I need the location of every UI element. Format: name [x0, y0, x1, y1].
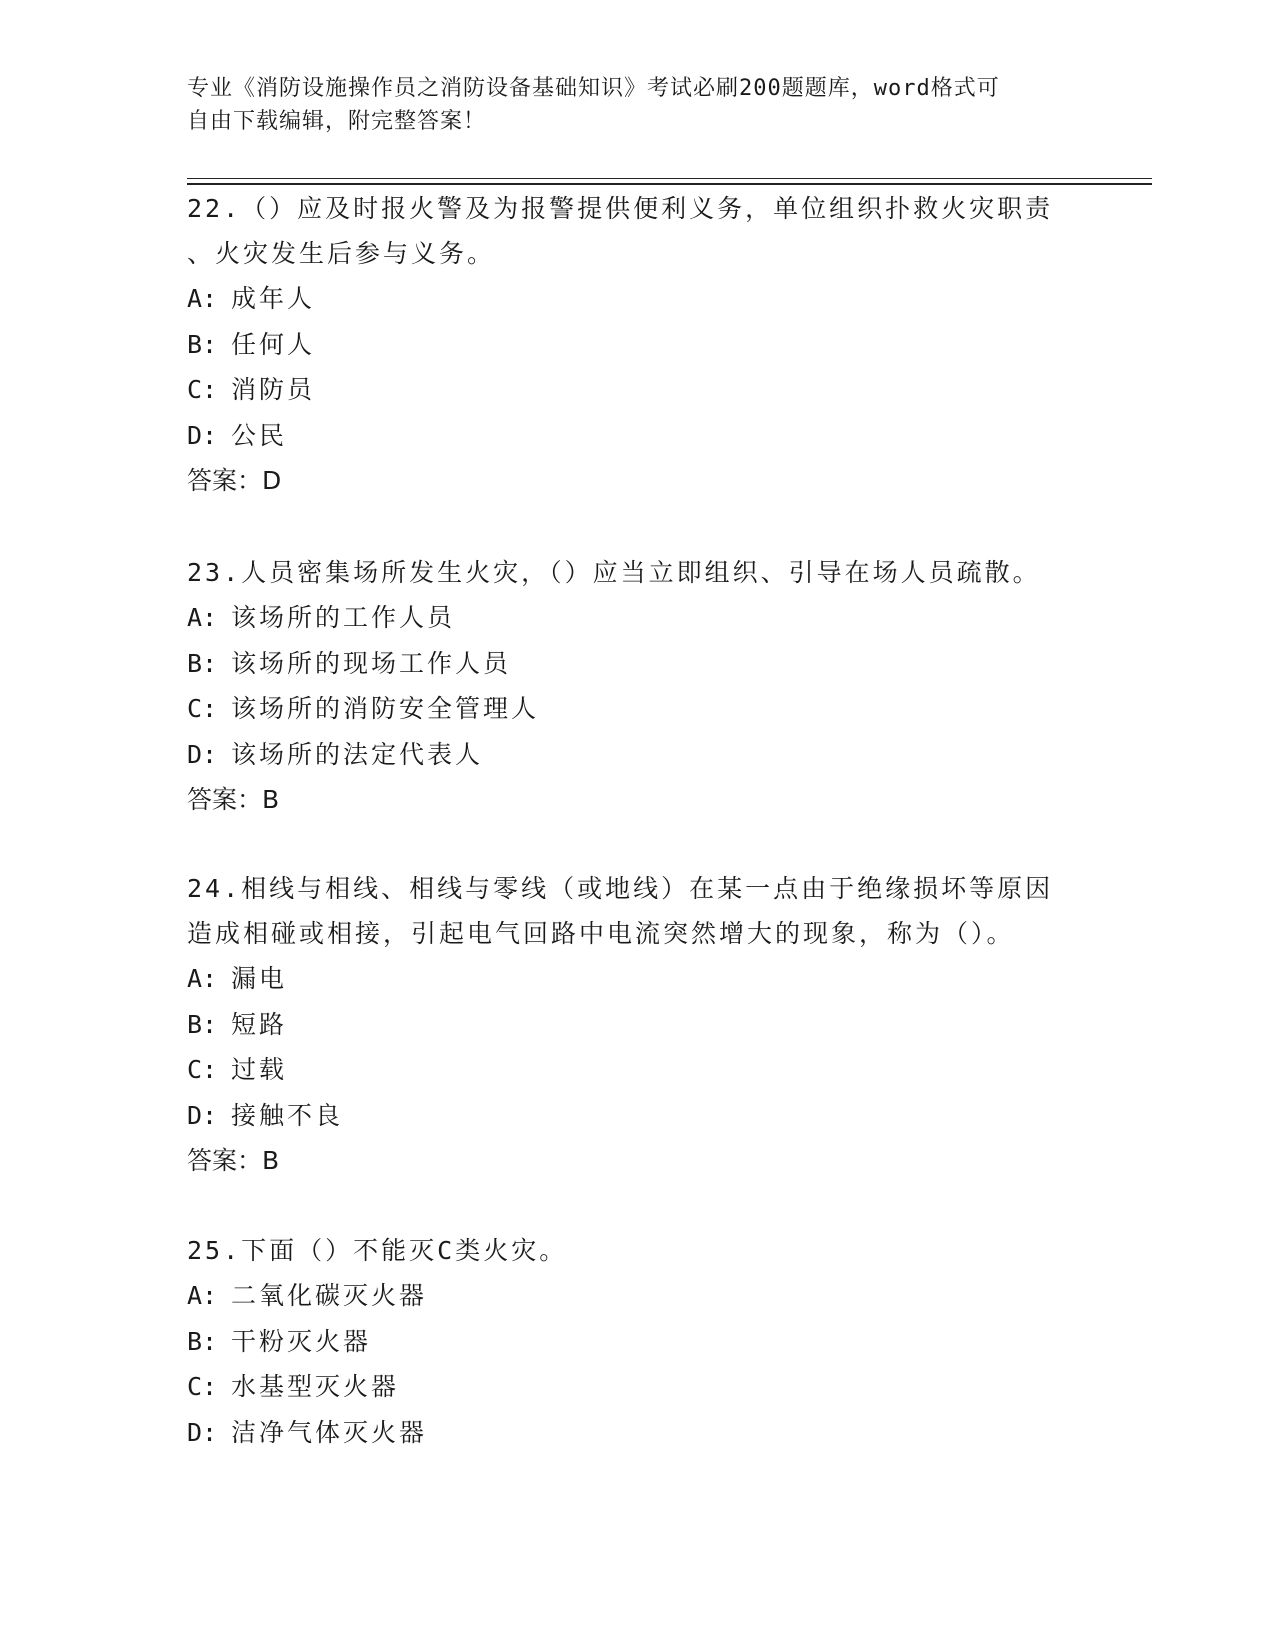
option-key: B: [187, 1009, 218, 1039]
option-text: 二氧化碳灭火器 [231, 1281, 428, 1310]
option-key: C: [187, 694, 218, 723]
option-text: 任何人 [231, 329, 316, 359]
option-a [187, 595, 1087, 641]
option-d [187, 413, 1087, 459]
option-text: 短路 [231, 1009, 288, 1039]
option-a [187, 1273, 1087, 1319]
document-header [187, 72, 1067, 138]
header-line-1: 专业《消防设施操作员之消防设备基础知识》考试必刷200题题库，word格式可 [187, 76, 1000, 101]
option-d [187, 1410, 1087, 1456]
option-key: D: [187, 1100, 218, 1130]
option-d [187, 732, 1087, 778]
option-b [187, 322, 1087, 368]
question-stem: 25.下面（）不能灭C类火灾。 [187, 1236, 568, 1265]
question-stem-continued: 、火灾发生后参与义务。 [187, 239, 496, 268]
option-text: 接触不良 [231, 1100, 344, 1130]
question-stem: 24.相线与相线、相线与零线（或地线）在某一点由于绝缘损坏等原因 [187, 874, 1054, 903]
question-22 [187, 186, 1087, 503]
option-text: 漏电 [231, 964, 288, 993]
header-divider-thin [187, 178, 1152, 179]
header-line-2: 自由下载编辑，附完整答案！ [187, 109, 487, 134]
question-25 [187, 1228, 1087, 1455]
option-c [187, 367, 1087, 413]
option-key: D: [187, 1417, 218, 1447]
option-text: 该场所的法定代表人 [231, 739, 484, 769]
option-key: B: [187, 329, 218, 359]
option-key: A: [187, 284, 218, 313]
answer: 答案：B [187, 785, 280, 814]
option-c [187, 1047, 1087, 1093]
option-key: B: [187, 648, 218, 678]
answer: 答案：D [187, 466, 282, 495]
option-key: C: [187, 1055, 218, 1084]
option-key: C: [187, 375, 218, 404]
option-key: A: [187, 964, 218, 993]
answer: 答案：B [187, 1146, 280, 1175]
question-24 [187, 866, 1087, 1183]
option-key: B: [187, 1326, 218, 1356]
header-divider-thick [187, 183, 1152, 185]
option-text: 过载 [231, 1055, 288, 1084]
question-stem: 23.人员密集场所发生火灾，（）应当立即组织、引导在场人员疏散。 [187, 558, 1041, 587]
option-a [187, 276, 1087, 322]
option-key: C: [187, 1372, 218, 1401]
option-text: 水基型灭火器 [231, 1372, 400, 1401]
option-text: 该场所的现场工作人员 [231, 648, 512, 678]
question-stem-continued: 造成相碰或相接，引起电气回路中电流突然增大的现象，称为（）。 [187, 919, 1015, 948]
question-stem: 22.（）应及时报火警及为报警提供便利义务，单位组织扑救火灾职责 [187, 194, 1054, 223]
option-c [187, 686, 1087, 732]
option-key: A: [187, 1281, 218, 1310]
option-text: 公民 [231, 420, 288, 450]
question-23 [187, 550, 1087, 822]
option-b [187, 641, 1087, 687]
option-text: 消防员 [231, 375, 316, 404]
option-a [187, 956, 1087, 1002]
option-key: A: [187, 603, 218, 632]
option-text: 成年人 [231, 284, 316, 313]
option-b [187, 1002, 1087, 1048]
option-text: 该场所的消防安全管理人 [231, 694, 540, 723]
option-key: D: [187, 739, 218, 769]
option-b [187, 1319, 1087, 1365]
option-text: 洁净气体灭火器 [231, 1417, 428, 1447]
option-text: 干粉灭火器 [231, 1326, 372, 1356]
option-key: D: [187, 420, 218, 450]
option-text: 该场所的工作人员 [231, 603, 456, 632]
option-c [187, 1364, 1087, 1410]
option-d [187, 1093, 1087, 1139]
